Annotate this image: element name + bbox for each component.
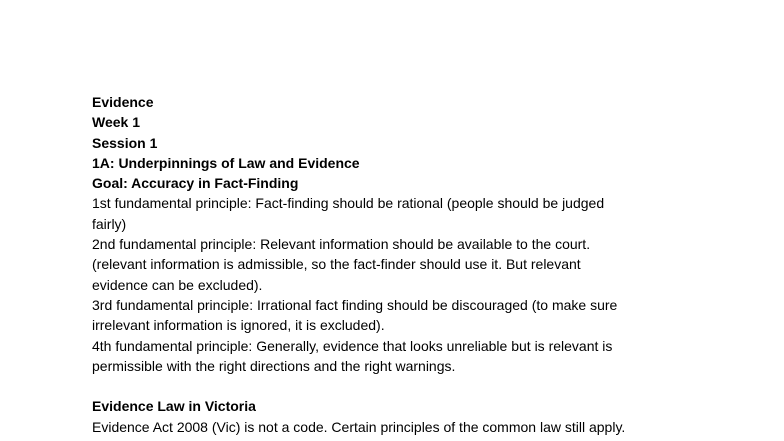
principle-1-line-1: 1st fundamental principle: Fact-finding should be rational (people should be judged xyxy=(92,195,605,212)
principle-3-line-2: irrelevant information is ignored, it is excluded). xyxy=(92,317,385,334)
goal-heading: Goal: Accuracy in Fact-Finding xyxy=(92,175,299,192)
principle-4 xyxy=(92,336,732,377)
principle-2-line-1: 2nd fundamental principle: Relevant information should be available to the court. xyxy=(92,236,591,253)
principle-2-line-2: (relevant information is admissible, so the fact-finder should use it. But relevant xyxy=(92,256,581,273)
principle-1-line-2: fairly) xyxy=(92,215,127,232)
principle-3 xyxy=(92,295,732,336)
document-page xyxy=(92,92,732,437)
principle-2 xyxy=(92,234,732,295)
principle-2-line-3: evidence can be excluded). xyxy=(92,276,263,293)
principle-3-line-1: 3rd fundamental principle: Irrational fact finding should be discouraged (to make sure xyxy=(92,296,618,313)
principle-1 xyxy=(92,193,732,234)
topic-heading: 1A: Underpinnings of Law and Evidence xyxy=(92,154,360,171)
session-label: Session 1 xyxy=(92,134,158,151)
paragraph-spacer xyxy=(92,376,732,396)
section-text-victoria: Evidence Act 2008 (Vic) is not a code. Certain principles of the common law still apply. xyxy=(92,418,626,435)
principle-4-line-2: permissible with the right directions and the right warnings. xyxy=(92,357,456,374)
section-heading-victoria: Evidence Law in Victoria xyxy=(92,398,256,415)
principle-4-line-1: 4th fundamental principle: Generally, evidence that looks unreliable but is relevant is xyxy=(92,337,613,354)
week-label: Week 1 xyxy=(92,114,140,131)
doc-title: Evidence xyxy=(92,94,154,110)
